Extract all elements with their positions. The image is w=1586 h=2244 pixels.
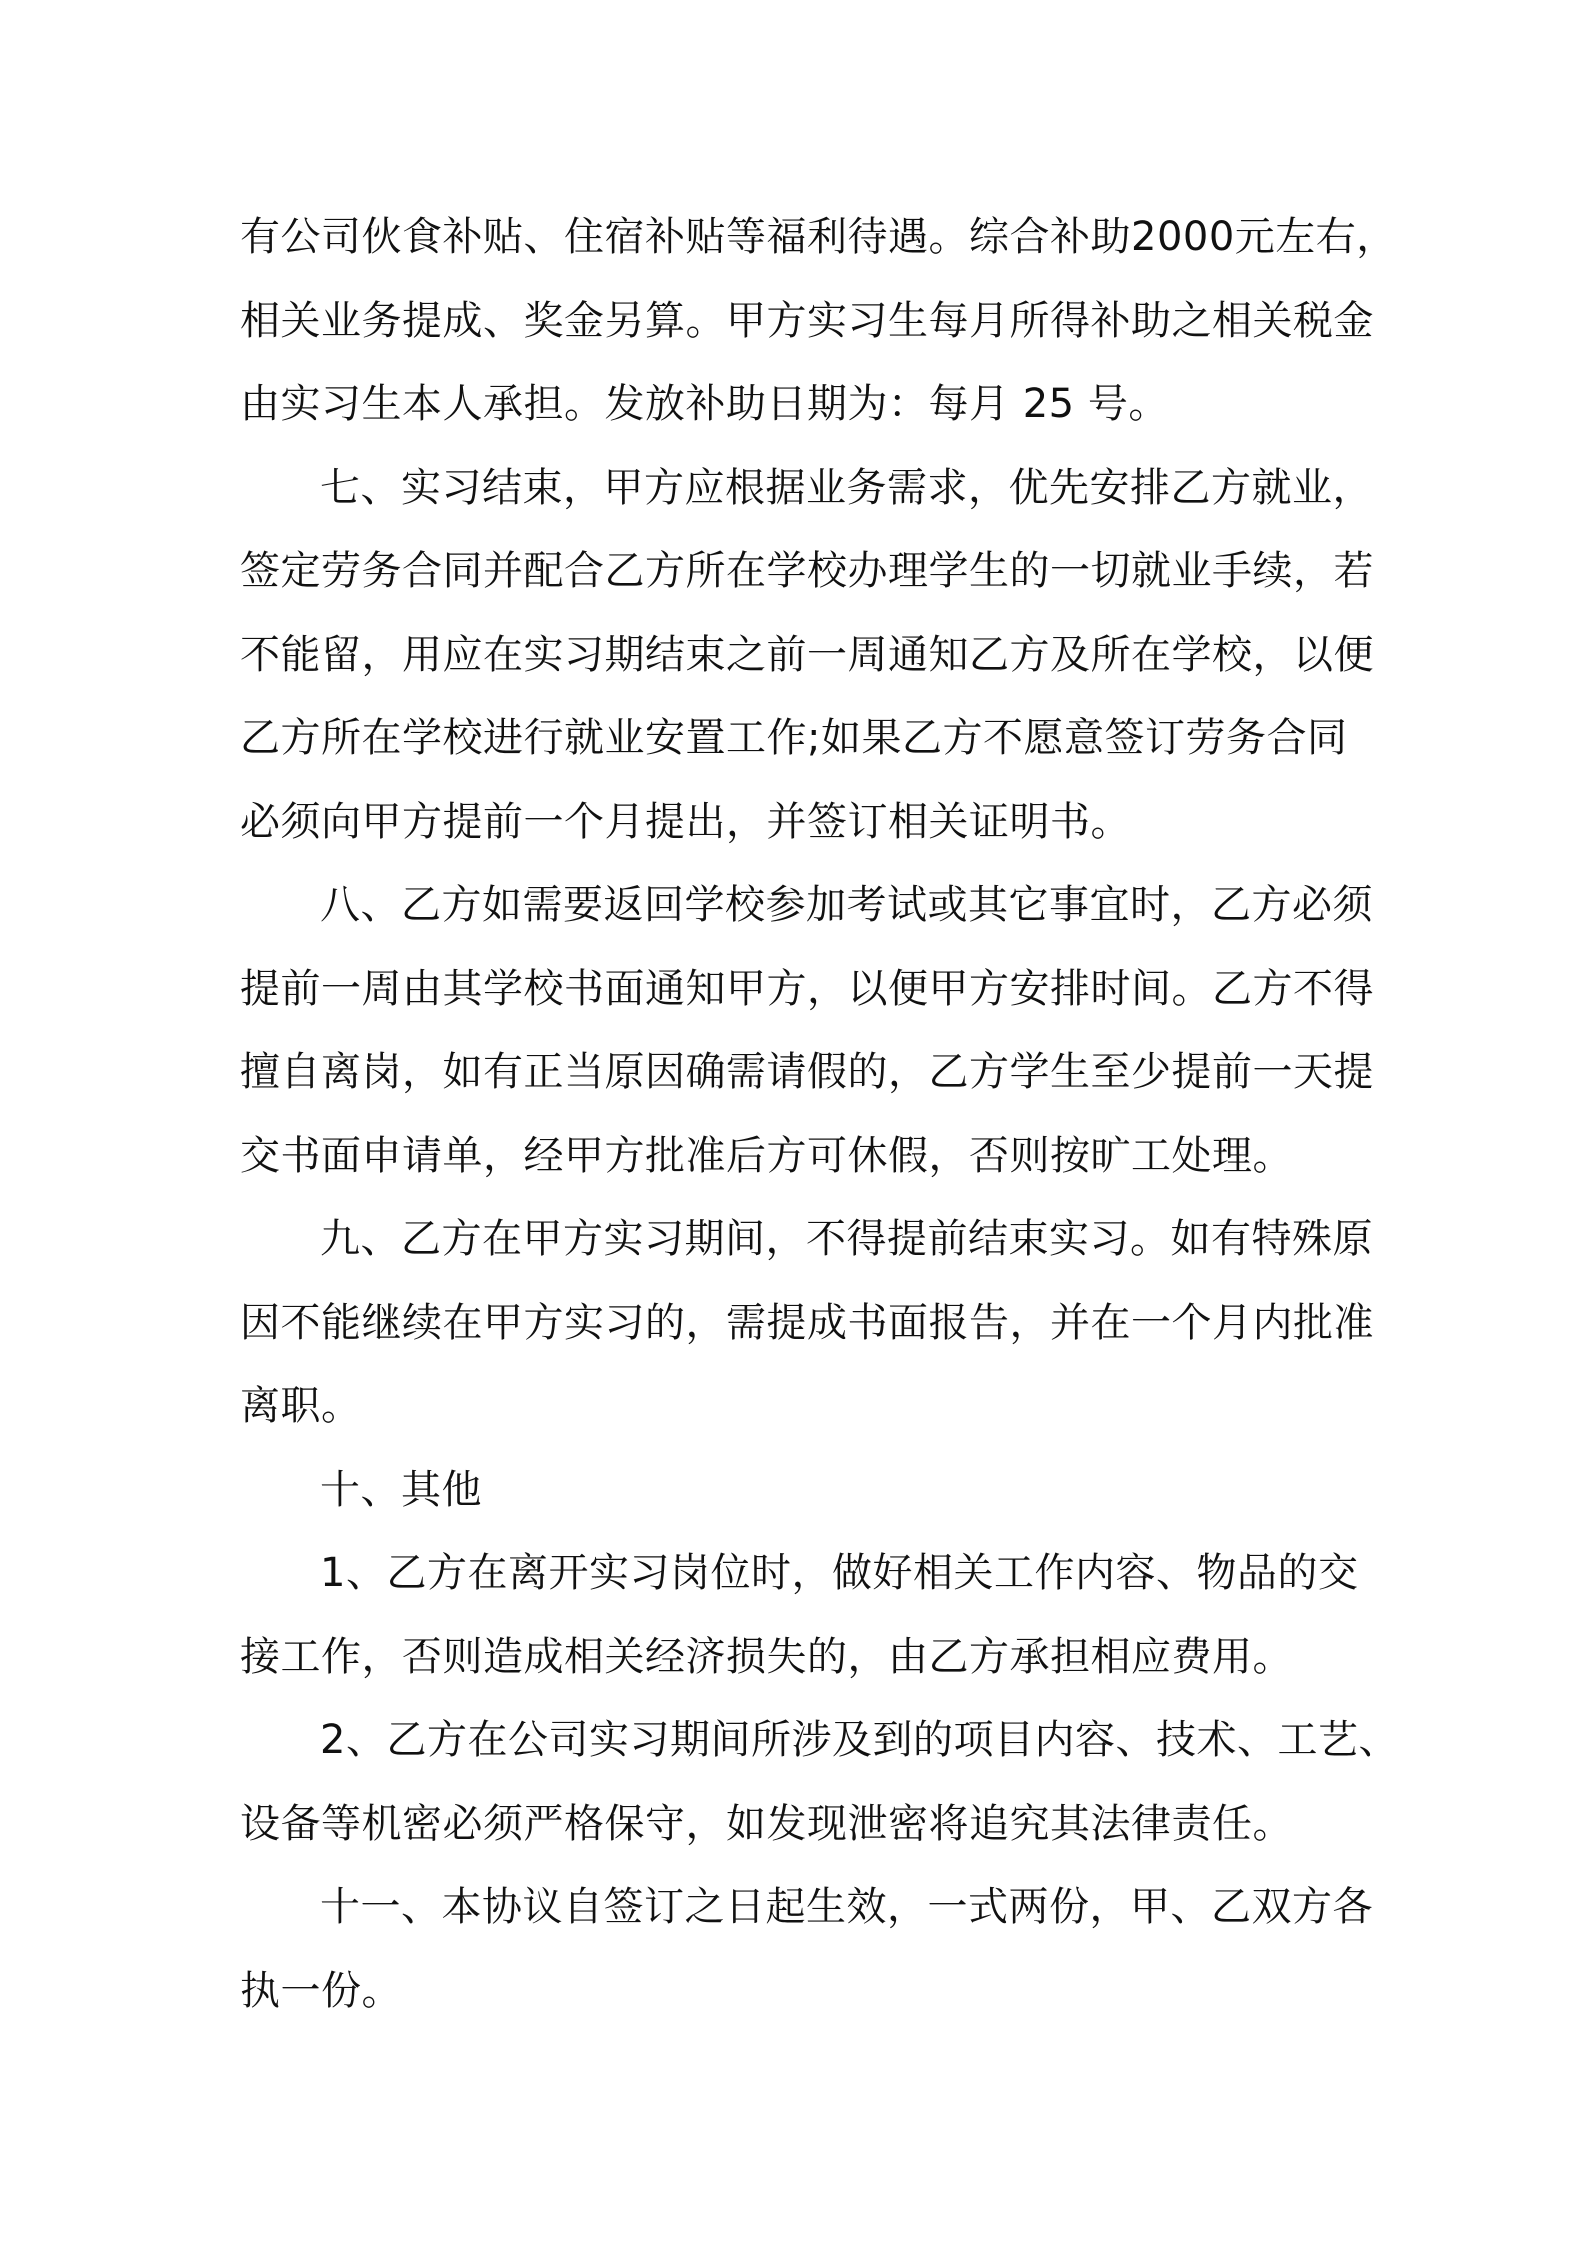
text-line: 有公司伙食补贴、住宿补贴等福利待遇。综合补助2000元左右， [240, 214, 1397, 260]
text-line: 接工作，否则造成相关经济损失的，由乙方承担相应费用。 [240, 1633, 1293, 1680]
text-line: 提前一周由其学校书面通知甲方，以便甲方安排时间。乙方不得 [240, 965, 1374, 1012]
text-line: 离职。 [240, 1383, 362, 1429]
text-line: 乙方所在学校进行就业安置工作;如果乙方不愿意签订劳务合同 [240, 715, 1348, 761]
text-line: 因不能继续在甲方实习的，需提成书面报告，并在一个月内批准 [240, 1299, 1374, 1346]
document-body [240, 196, 1399, 2033]
sub-clause-one-line: 1、乙方在离开实习岗位时，做好相关工作内容、物品的交 [320, 1550, 1359, 1596]
clause-eight-line: 八、乙方如需要返回学校参加考试或其它事宜时，乙方必须 [320, 882, 1373, 928]
text-line: 签定劳务合同并配合乙方所在学校办理学生的一切就业手续，若 [240, 548, 1374, 594]
clause-eleven-line: 十一、本协议自签订之日起生效，一式两份，甲、乙双方各 [320, 1884, 1373, 1930]
text-line: 执一份。 [240, 1967, 402, 2014]
sub-clause-two-line: 2、乙方在公司实习期间所涉及到的项目内容、技术、工艺、 [320, 1717, 1399, 1763]
text-line: 交书面申请单，经甲方批准后方可休假，否则按旷工处理。 [240, 1132, 1293, 1179]
text-line: 由实习生本人承担。发放补助日期为：每月 25 号。 [240, 381, 1169, 427]
clause-seven-line: 七、实习结束，甲方应根据业务需求，优先安排乙方就业， [320, 464, 1373, 511]
text-line: 必须向甲方提前一个月提出，并签订相关证明书。 [240, 798, 1131, 845]
text-line: 相关业务提成、奖金另算。甲方实习生每月所得补助之相关税金 [240, 297, 1374, 344]
text-line: 不能留，用应在实习期结束之前一周通知乙方及所在学校，以便 [240, 631, 1374, 678]
clause-ten-heading: 十、其他 [320, 1466, 482, 1513]
text-line: 设备等机密必须严格保守，如发现泄密将追究其法律责任。 [240, 1800, 1293, 1847]
clause-nine-line: 九、乙方在甲方实习期间，不得提前结束实习。如有特殊原 [320, 1216, 1373, 1262]
text-line: 擅自离岗，如有正当原因确需请假的，乙方学生至少提前一天提 [240, 1049, 1374, 1095]
